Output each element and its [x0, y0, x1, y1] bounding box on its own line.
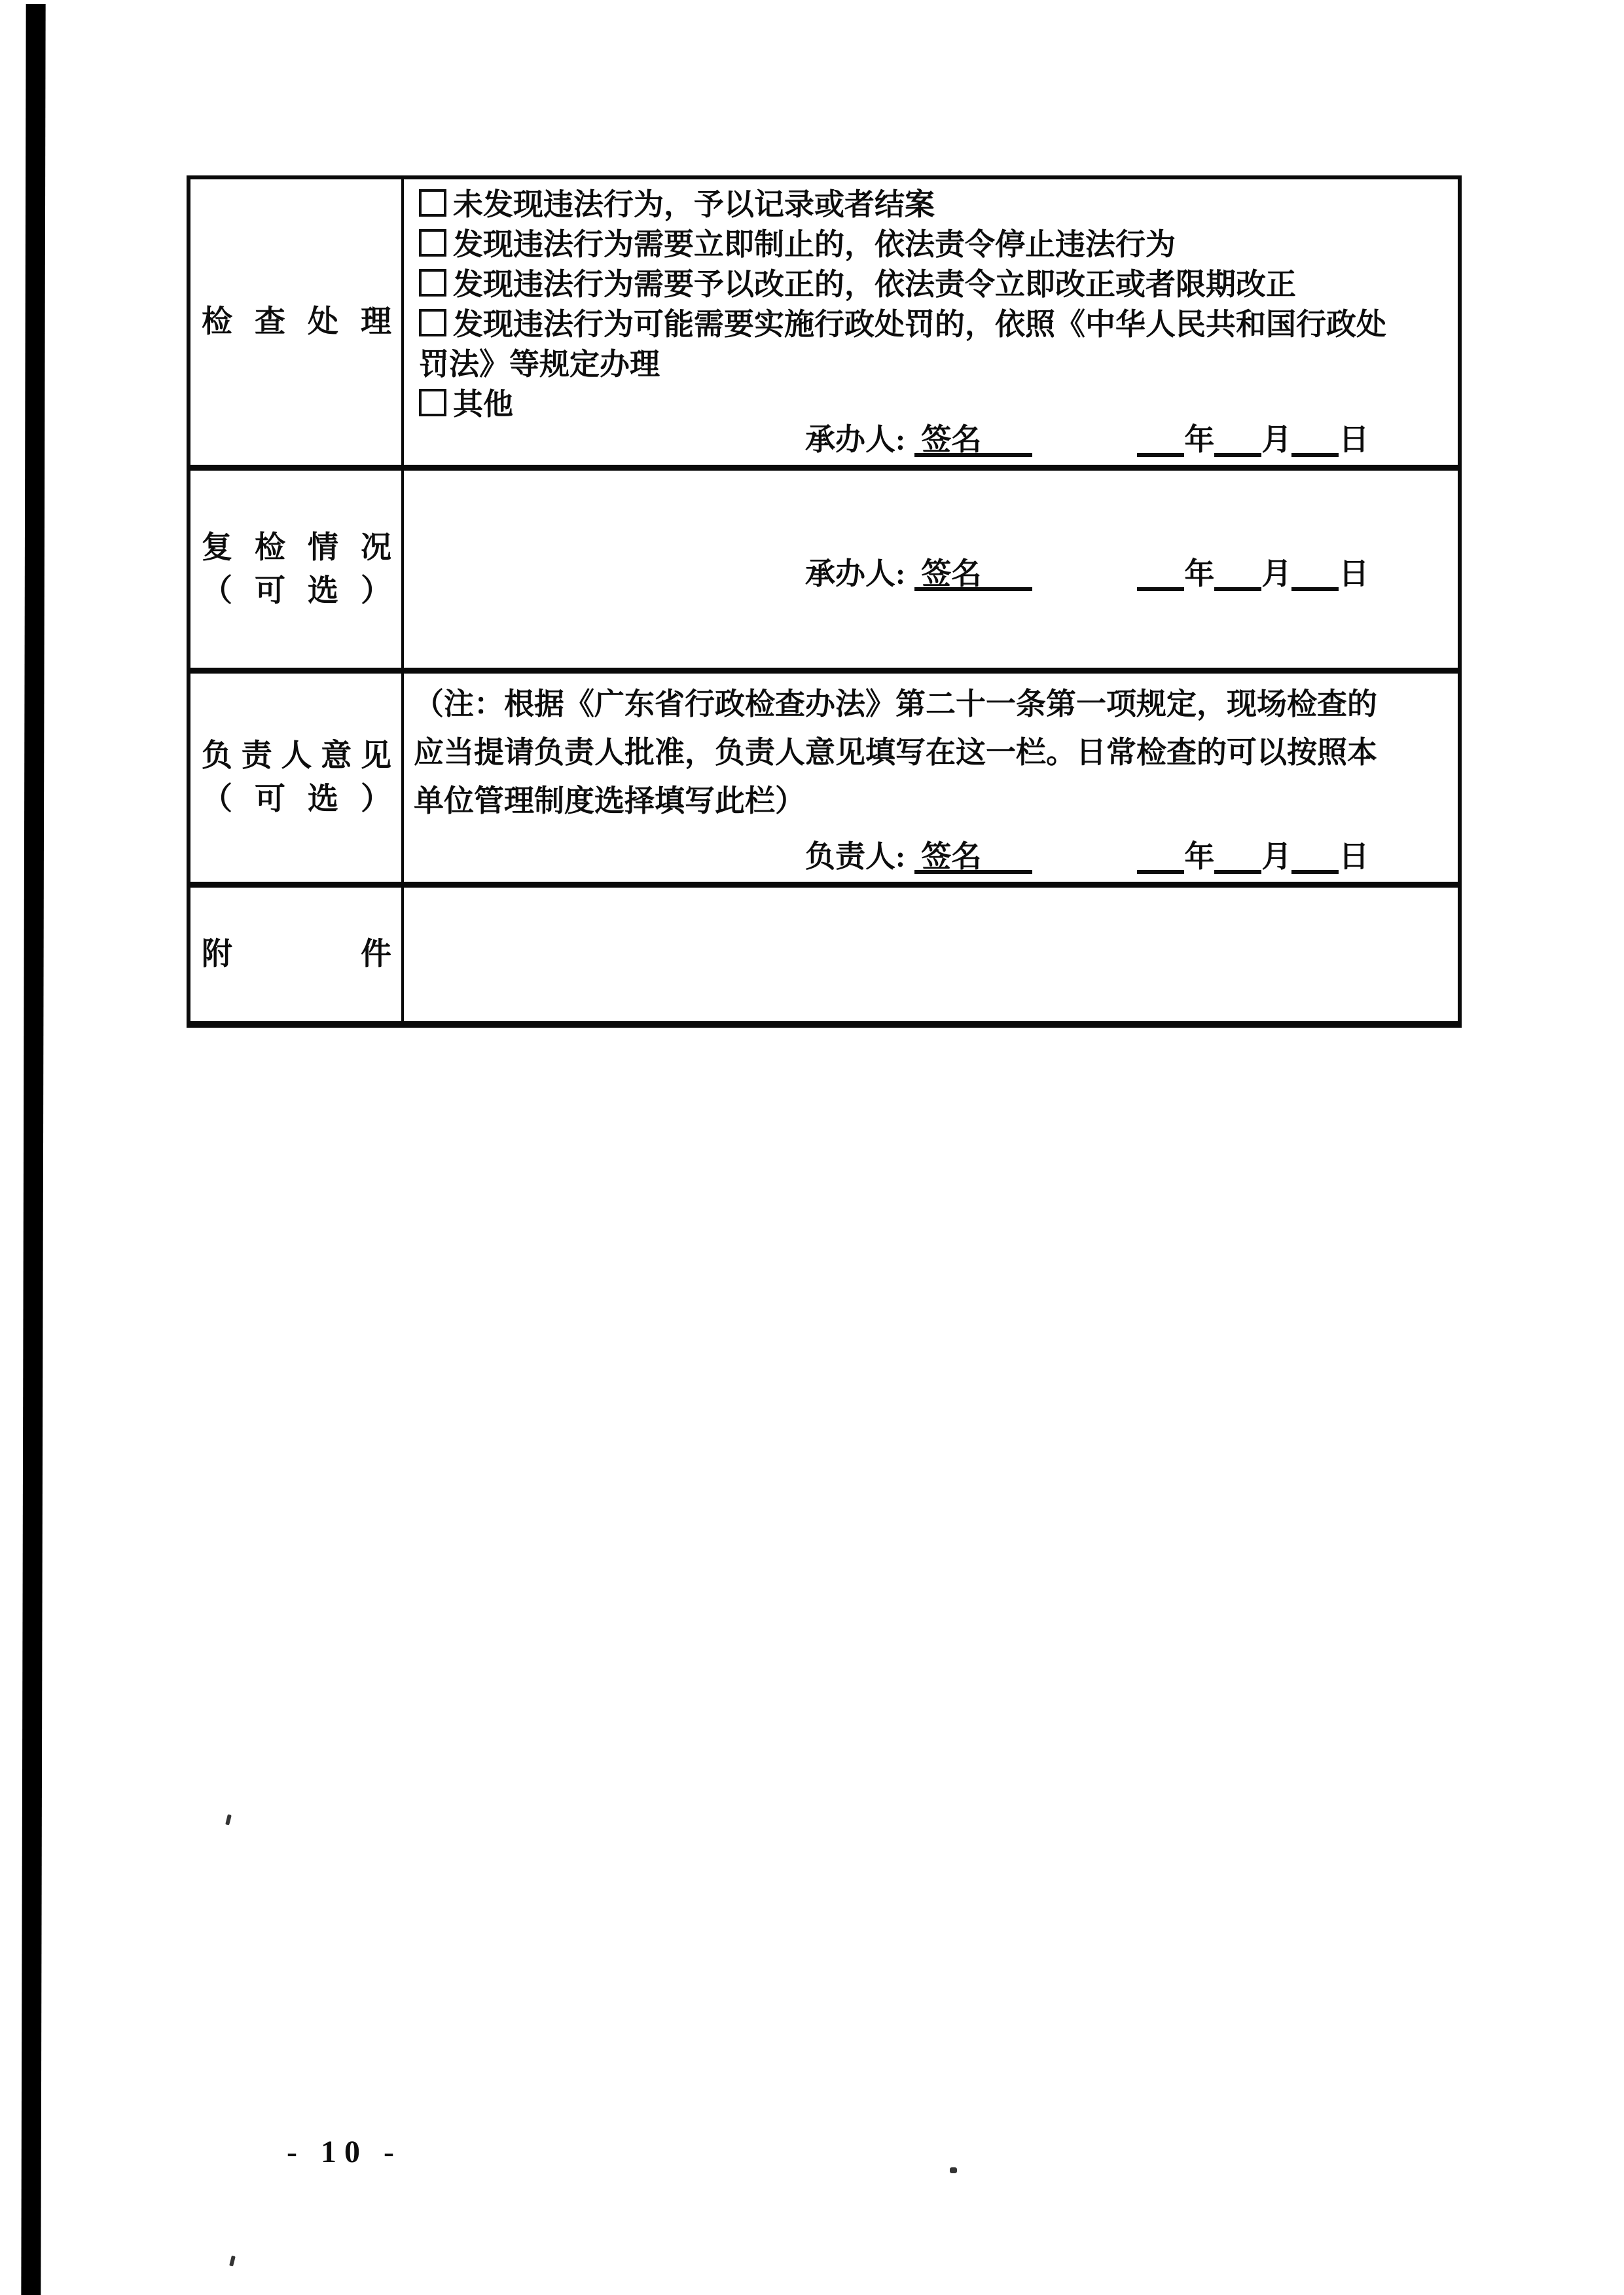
page-number: - 10 -: [287, 2135, 402, 2169]
checkbox-icon: [419, 269, 446, 297]
month-label: 月: [1261, 423, 1292, 456]
day-blank: [1291, 423, 1339, 457]
day-label: 日: [1339, 840, 1369, 873]
table-row-supervisor-opinion: [190, 668, 1458, 882]
option-order-correction: [419, 264, 1401, 304]
signature-blank: [914, 840, 1032, 874]
option-administrative-penalty: [419, 304, 1401, 384]
row-label-inspection-handling: 检 查 处 理: [202, 305, 391, 339]
row-label-attachments: 附 件: [202, 937, 391, 971]
checkbox-icon: [419, 229, 446, 257]
day-label: 日: [1339, 423, 1369, 456]
handler-signature-line: [805, 557, 1369, 591]
handler-signature-line: [805, 423, 1369, 457]
table-row-attachments: [190, 882, 1458, 1021]
day-blank: [1291, 840, 1339, 874]
year-blank: [1137, 840, 1184, 874]
option-label: 发现违法行为可能需要实施行政处罚的，依照《中华人民共和国行政处罚法》等规定办理: [419, 308, 1386, 381]
row-label-line: 负 责 人 意 见: [202, 739, 391, 773]
scan-speck: [229, 2256, 236, 2267]
row-label-optional: （ 可 选 ）: [202, 782, 391, 816]
signature-blank: [914, 557, 1032, 591]
supervisor-signature-line: [805, 840, 1369, 874]
checkbox-icon: [419, 309, 446, 336]
sign-here-label: 签名: [921, 840, 982, 873]
option-label: 发现违法行为需要予以改正的，依法责令立即改正或者限期改正: [453, 268, 1296, 301]
row-label-line: 复 检 情 况: [202, 530, 391, 565]
option-label: 发现违法行为需要立即制止的，依法责令停止违法行为: [453, 228, 1176, 261]
sign-here-label: 签名: [921, 423, 982, 456]
month-blank: [1214, 557, 1261, 591]
month-blank: [1214, 840, 1261, 874]
row-label-supervisor-opinion: [202, 734, 391, 821]
year-blank: [1137, 423, 1184, 457]
option-other: [419, 384, 1401, 424]
day-blank: [1291, 557, 1339, 591]
month-label: 月: [1261, 840, 1292, 873]
table-row-inspection-handling: [190, 179, 1458, 465]
signature-label: 承办人:: [805, 423, 906, 456]
signature-label: 承办人:: [805, 557, 906, 590]
supervisor-opinion-note: （注：根据《广东省行政检查办法》第二十一条第一项规定，现场检查的应当提请负责人批准，负责人意见填写在这一栏。日常检查的可以按照本单位管理制度选择填写此栏）: [414, 687, 1377, 818]
scan-artifact-bar: [21, 4, 45, 2295]
option-label: 未发现违法行为，予以记录或者结案: [453, 188, 935, 221]
inspection-record-table: [187, 175, 1462, 1028]
signature-blank: [914, 423, 1032, 457]
option-label: 其他: [453, 388, 513, 421]
checkbox-icon: [419, 189, 446, 217]
year-blank: [1137, 557, 1184, 591]
checkbox-icon: [419, 389, 446, 416]
option-stop-violation: [419, 225, 1401, 264]
year-label: 年: [1184, 840, 1215, 873]
day-label: 日: [1339, 557, 1369, 590]
option-no-violation: [419, 185, 1401, 225]
scan-speck: [225, 1815, 232, 1826]
year-label: 年: [1184, 423, 1215, 456]
sign-here-label: 签名: [921, 557, 982, 590]
scan-speck: [950, 2167, 957, 2173]
month-blank: [1214, 423, 1261, 457]
signature-label: 负责人:: [805, 840, 906, 873]
inspection-result-options: [419, 185, 1401, 424]
month-label: 月: [1261, 557, 1292, 590]
table-row-reinspection: [190, 465, 1458, 668]
row-label-optional: （ 可 选 ）: [202, 573, 391, 608]
row-label-reinspection: [202, 526, 391, 613]
year-label: 年: [1184, 557, 1215, 590]
